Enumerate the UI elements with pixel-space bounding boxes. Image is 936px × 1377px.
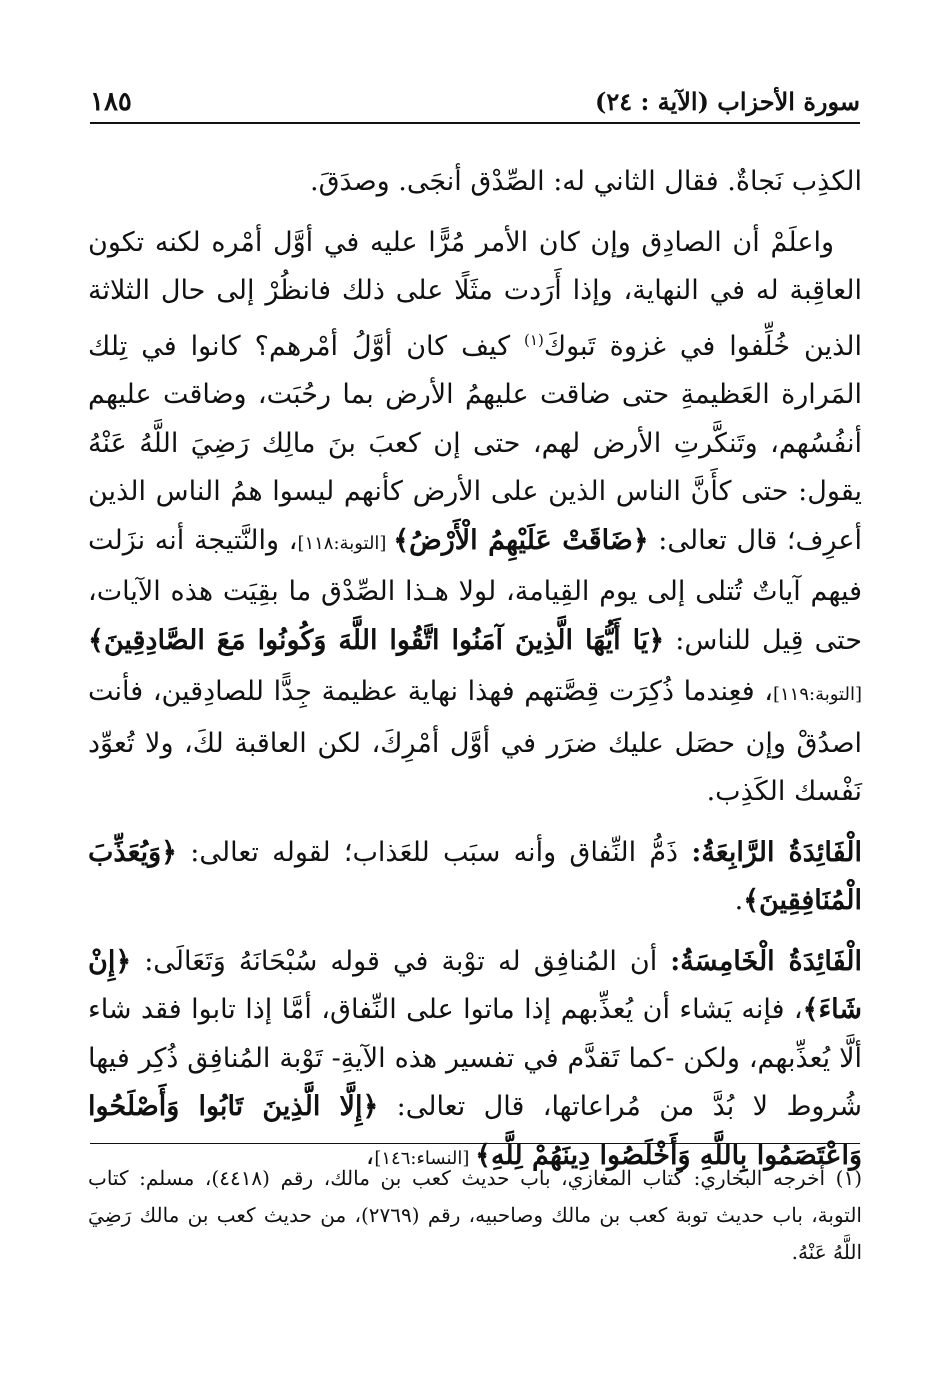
paragraph-4-end: ، [365, 1139, 375, 1171]
quran-verse-1: ﴿ضَاقَتْ عَلَيْهِمُ الْأَرْضُ﴾ [393, 524, 649, 556]
page-number: ١٨٥ [90, 87, 132, 117]
footnote-marker[interactable]: (١) [524, 330, 544, 349]
header-divider [90, 122, 860, 124]
quran-verse-5: ﴿إِلَّا الَّذِينَ تَابُوا وَأَصْلَحُوا وَاعْتَصَمُوا بِاللَّهِ وَأَخْلَصُوا دِينَهُمْ لِلَّهِ﴾ [88, 1091, 862, 1171]
benefit-5-heading: الْفَائِدَةُ الْخَامِسَةُ: [670, 945, 862, 977]
verse-reference-1: [التوبة:١١٨] [297, 532, 394, 554]
paragraph-3-end: . [734, 885, 744, 916]
page-header [90, 84, 860, 120]
main-text [88, 158, 862, 1183]
paragraph-4-middle: ، فإنه يَشاء أن يُعذِّبهم إذا ماتوا على النِّفاق، أمَّا إذا تابوا فقد شاء ألَّا يُعذِّبهم، ولكن -كما تَقدَّم في تفسير هذه الآيةِ- تَوْبة المُنافِق ذُكِر فيها شُروط لا بُدَّ من مُراعاتها، قال تعالى: [88, 994, 862, 1122]
surah-title: سورة الأحزاب (الآية : ٢٤) [594, 87, 860, 116]
paragraph-4-text: أن المُنافِق له توْبة في قوله سُبْحَانَهُ وَتَعَالَى: [131, 945, 671, 977]
paragraph-2-middle-2: ، والنَّتيجة أنه نزَلت فيهم آياتٌ تُتلى إلى يوم القِيامة، لولا هـذا الصِّدْق ما بقِيَت هذه الآيات، حتى قِيل للناس: [88, 524, 863, 656]
footnote-divider [90, 1143, 860, 1144]
verse-reference-3: [النساء:١٤٦] [374, 1147, 476, 1169]
paragraph-3 [88, 829, 862, 926]
paragraph-2-middle: كيف كان أوَّلُ أمْرهم؟ كانوا في تِلك المَرارة العَظيمةِ حتى ضاقت عليهمُ الأرض بما رحُبَت، وضاقت عليهم أنفُسُهم، وتَنكَّرتِ الأرض لهم، حتى إن كعبَ بنَ مالِك رَضِيَ اللَّهُ عَنْهُ يقول: حتى كأَنَّ الناس الذين على الأرض كأنهم ليسوا همُ الناس الذين أعرِف؛ قال تعالى: [88, 330, 862, 556]
paragraph-1 [88, 158, 862, 207]
paragraph-1-text: الكذِب نَجاةٌ. فقال الثاني له: الصِّدْق أنجَى. وصدَقَ. [310, 166, 862, 197]
quran-verse-2: ﴿يَا أَيُّهَا الَّذِينَ آمَنُوا اتَّقُوا اللَّهَ وَكُونُوا مَعَ الصَّادِقِينَ﴾ [88, 624, 665, 656]
benefit-4-heading: الْفَائِدَةُ الرَّابِعَةُ: [691, 836, 862, 868]
footnotes [88, 1160, 862, 1271]
footnote-1: (١) أخرجه البخاري: كتاب المغازي، باب حديث كعب بن مالك، رقم (٤٤١٨)، مسلم: كتاب التوبة، باب حديث توبة كعب بن مالك وصاحبيه، رقم (٢٧٦٩)، من حديث كعب بن مالك رَضِيَ اللَّهُ عَنْهُ. [88, 1166, 862, 1264]
paragraph-2-end: ، فعِندما ذُكِرَت قِصَّتهم فهذا نهاية عظيمة جِدًّا للصادِقين، فأنت اصدُقْ وإن حصَل عليك ضرَر في أوَّل أمْرِكَ، لكن العاقبة لكَ، ولا تُعوِّد نَفْسك الكَذِب. [88, 676, 862, 807]
paragraph-2-intro: واعلَمْ أن الصادِق وإن كان الأمر مُرًّا عليه في أوَّل أمْره لكنه تكون العاقِبة له في النهاية، وإذا أَرَدت مثَلًا على ذلك فانظُرْ إلى حال الثلاثة الذين خُلِّفوا في غزوة تَبوكَ [88, 226, 862, 362]
paragraph-4 [88, 938, 862, 1184]
verse-reference-2: [التوبة:١١٩] [772, 684, 862, 705]
paragraph-3-text: ذَمُّ النِّفاق وأنه سبَب للعَذاب؛ لقوله تعالى: [177, 836, 692, 868]
paragraph-2 [88, 219, 862, 817]
quran-verse-4: ﴿إِنْ شَاءَ﴾ [88, 945, 862, 1025]
quran-verse-3: ﴿وَيُعَذِّبَ الْمُنَافِقِينَ﴾ [88, 836, 862, 916]
